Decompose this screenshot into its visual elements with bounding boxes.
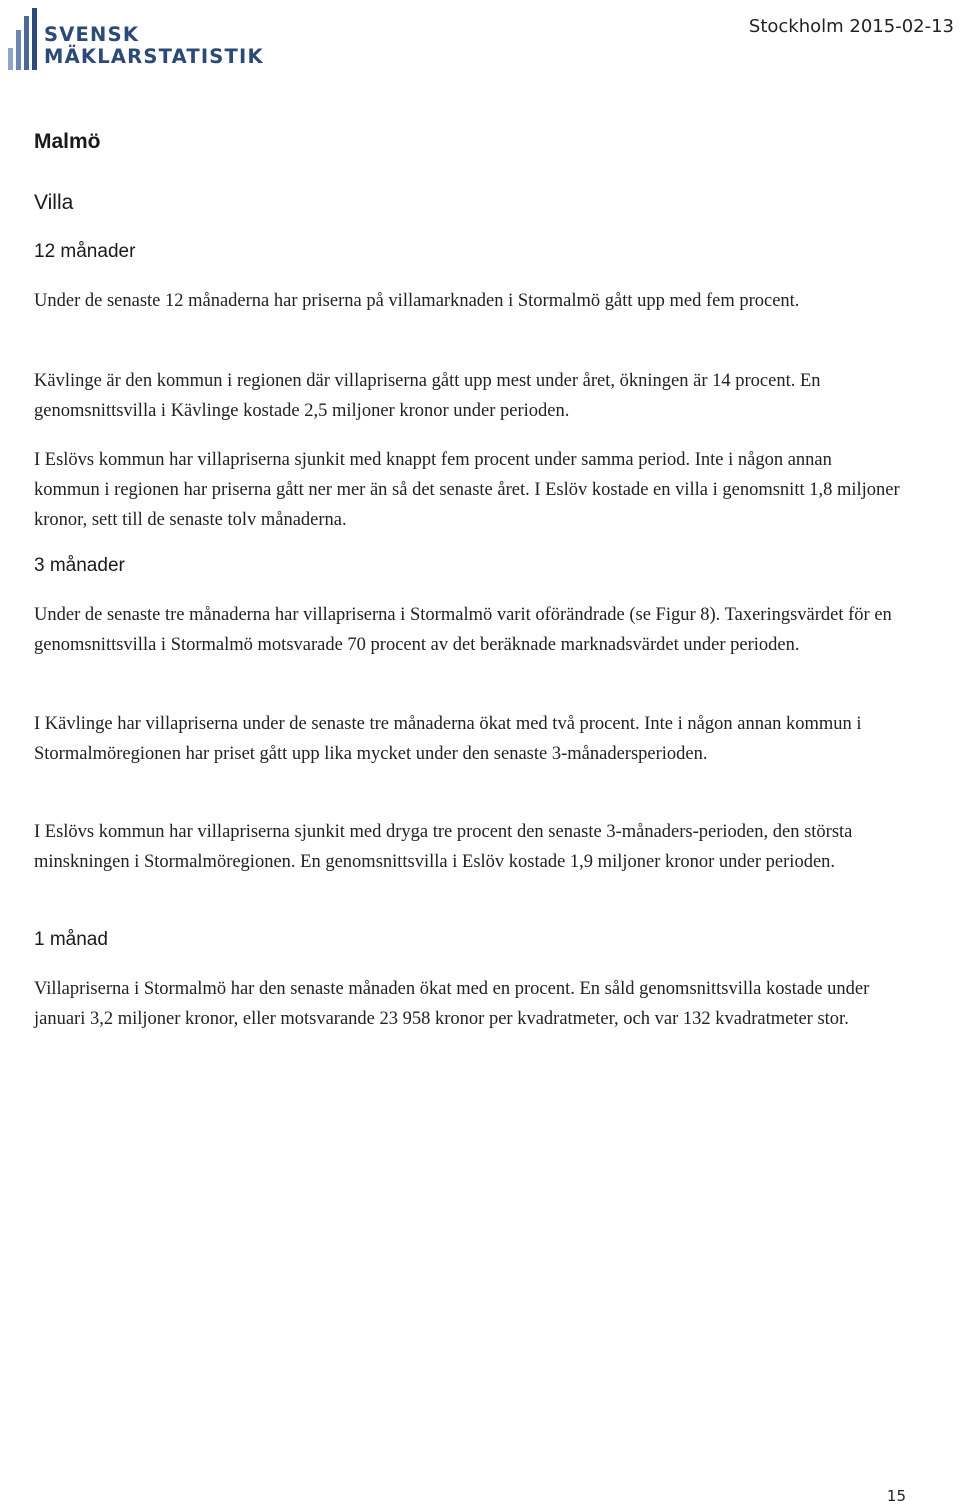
twelve-months-paragraph-1: Under de senaste 12 månaderna har priserna på villamarknaden i Stormalmö gått upp med fem procent. [34, 291, 800, 311]
three-months-heading: 3 månader [34, 555, 125, 576]
property-type-heading: Villa [34, 191, 74, 214]
twelve-months-heading: 12 månader [34, 241, 136, 262]
one-month-heading: 1 månad [34, 929, 108, 950]
page-number: 15 [886, 1487, 906, 1505]
twelve-months-paragraph-2: Kävlinge är den kommun i regionen där villapriserna gått upp mest under året, ökningen är 14 procent. En genomsnittsvilla i Kävlinge kostade 2,5 miljoner kronor under perioden. [34, 371, 821, 421]
one-month-paragraph-1: Villapriserna i Stormalmö har den senaste månaden ökat med en procent. En såld genomsnittsvilla kostade under januari 3,2 miljoner kronor, eller motsvarande 23 958 kronor per kvadratmeter, och var 132 kvadratmeter stor. [34, 979, 870, 1029]
three-months-paragraph-3: I Eslövs kommun har villapriserna sjunkit med dryga tre procent den senaste 3-månaders-perioden, den största minskningen i Stormalmöregionen. En genomsnittsvilla i Eslöv kostade 1,9 miljoner kronor under perioden. [34, 822, 853, 872]
logo-line-1: SVENSK [44, 23, 140, 46]
header-date: Stockholm 2015-02-13 [748, 16, 954, 37]
logo-wordmark [44, 24, 264, 70]
three-months-paragraph-1: Under de senaste tre månaderna har villapriserna i Stormalmö varit oförändrade (se Figur 8). Taxeringsvärdet för en genomsnittsvilla i Stormalmö motsvarade 70 procent av det beräknade marknadsvärdet under perioden. [34, 605, 892, 655]
city-heading: Malmö [34, 130, 101, 153]
three-months-paragraph-2: I Kävlinge har villapriserna under de senaste tre månaderna ökat med två procent. Inte i någon annan kommun i Stormalmöregionen har priset gått upp lika mycket under den senaste 3-månadersperioden. [34, 714, 862, 764]
twelve-months-paragraph-3: I Eslövs kommun har villapriserna sjunkit med knappt fem procent under samma period. Inte i någon annan kommun i regionen har priserna gått ner mer än så det senaste året. I Eslöv kostade en villa i genomsnitt 1,8 miljoner kronor, sett till de senaste tolv månaderna. [34, 450, 900, 530]
bar-chart-logo-icon [8, 8, 37, 70]
company-logo [8, 6, 264, 70]
logo-line-2: MÄKLARSTATISTIK [44, 45, 264, 68]
